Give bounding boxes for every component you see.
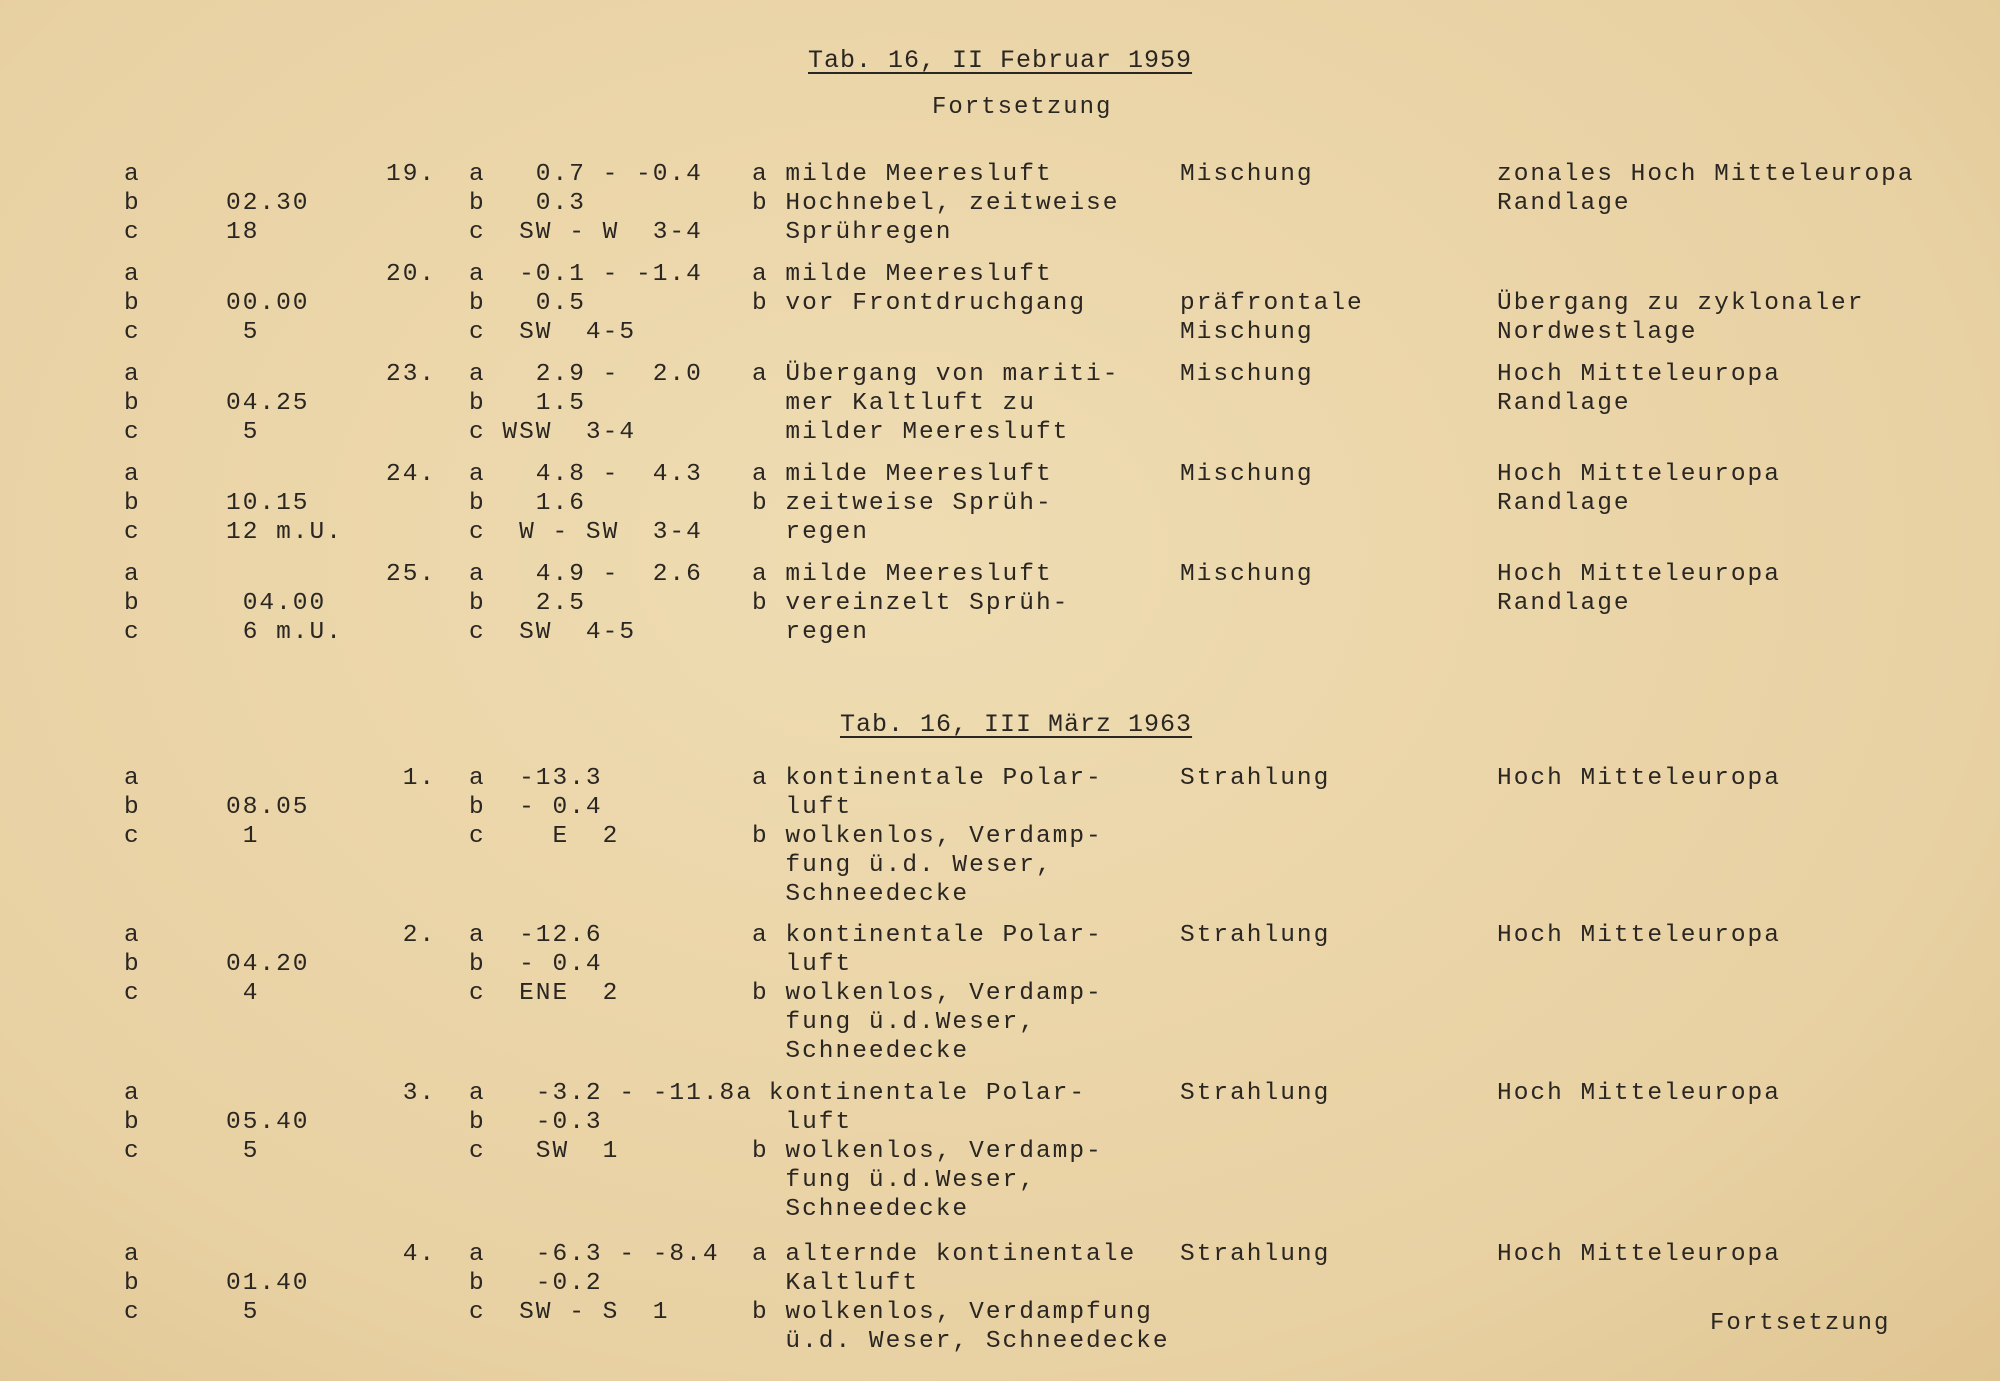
row-description-line: Schneedecke <box>752 881 970 908</box>
row-time-line: 08.05 <box>226 794 310 821</box>
row-day-line: 3. <box>386 1080 437 1107</box>
row-type-line: Mischung <box>1180 561 1314 588</box>
row-time-line: 05.40 <box>226 1109 310 1136</box>
row-keys-line: b <box>124 490 141 517</box>
row-keys-line: c <box>124 419 141 446</box>
row-weather-line: Hoch Mitteleuropa <box>1497 461 1781 488</box>
row-day-line: 19. <box>386 161 437 188</box>
row-day-line: 1. <box>386 765 437 792</box>
row-description-line: ü.d. Weser, Schneedecke <box>752 1328 1170 1355</box>
section-title-mar-1963: Tab. 16, III März 1963 <box>840 710 1193 739</box>
row-params-line: b -0.2 <box>469 1270 603 1297</box>
row-weather-line: Randlage <box>1497 190 1631 217</box>
row-description-line: b zeitweise Sprüh- <box>752 490 1053 517</box>
row-time-line: 00.00 <box>226 290 310 317</box>
row-params-line: c E 2 <box>469 823 620 850</box>
row-params-line: a -6.3 - -8.4 <box>469 1241 720 1268</box>
row-keys-line: b <box>124 390 141 417</box>
row-params-line: a -13.3 <box>469 765 603 792</box>
row-params-line: b 1.5 <box>469 390 586 417</box>
row-description-line: a Übergang von mariti- <box>752 361 1120 388</box>
row-keys-line: b <box>124 590 141 617</box>
row-type-line: präfrontale <box>1180 290 1364 317</box>
row-type-line: Strahlung <box>1180 765 1331 792</box>
row-description-line: b wolkenlos, Verdamp- <box>752 1138 1103 1165</box>
row-description-line: b vor Frontdruchgang <box>752 290 1087 317</box>
row-description-line: fung ü.d. Weser, <box>752 852 1053 879</box>
row-type-line: Mischung <box>1180 361 1314 388</box>
row-weather-line: zonales Hoch Mitteleuropa <box>1497 161 1915 188</box>
row-description-line: fung ü.d.Weser, <box>752 1167 1036 1194</box>
row-description-line: luft <box>752 794 853 821</box>
row-params-line: a -0.1 - -1.4 <box>469 261 703 288</box>
row-description-line: a milde Meeresluft <box>752 161 1053 188</box>
row-params-line: b -0.3 <box>469 1109 603 1136</box>
row-description-line: a kontinentale Polar- <box>752 922 1103 949</box>
row-time-line: 4 <box>226 980 260 1007</box>
row-weather-line: Übergang zu zyklonaler <box>1497 290 1865 317</box>
row-keys-line: c <box>124 319 141 346</box>
section-subtitle-fortsetzung: Fortsetzung <box>932 94 1113 121</box>
row-params-line: c WSW 3-4 <box>469 419 637 446</box>
row-params-line: b - 0.4 <box>469 794 603 821</box>
row-keys-line: c <box>124 519 141 546</box>
row-time-line: 02.30 <box>226 190 310 217</box>
row-time-line: 18 <box>226 219 260 246</box>
row-type-line: Mischung <box>1180 161 1314 188</box>
row-weather-line: Hoch Mitteleuropa <box>1497 922 1781 949</box>
row-keys-line: c <box>124 1138 141 1165</box>
row-weather-line: Nordwestlage <box>1497 319 1698 346</box>
row-description-line: milder Meeresluft <box>752 419 1070 446</box>
row-time-line: 1 <box>226 823 260 850</box>
row-keys-line: a <box>124 361 141 388</box>
row-description-line: Schneedecke <box>752 1196 970 1223</box>
row-params-line: a 0.7 - -0.4 <box>469 161 703 188</box>
row-time-line: 6 m.U. <box>226 619 343 646</box>
row-keys-line: b <box>124 1109 141 1136</box>
row-time-line: 5 <box>226 319 260 346</box>
row-day-line: 23. <box>386 361 437 388</box>
row-keys-line: a <box>124 261 141 288</box>
row-time-line: 12 m.U. <box>226 519 343 546</box>
row-params-line: c SW 4-5 <box>469 319 637 346</box>
row-description-line: b wolkenlos, Verdamp- <box>752 823 1103 850</box>
row-description-line: Schneedecke <box>752 1038 970 1065</box>
row-description-line: regen <box>752 519 869 546</box>
row-time-line: 01.40 <box>226 1270 310 1297</box>
row-params-line: a -3.2 - -11.8a <box>469 1080 753 1107</box>
row-weather-line: Randlage <box>1497 590 1631 617</box>
row-type-line: Mischung <box>1180 319 1314 346</box>
row-description-line: Sprühregen <box>752 219 953 246</box>
row-keys-line: c <box>124 823 141 850</box>
row-keys-line: a <box>124 765 141 792</box>
row-keys-line: b <box>124 190 141 217</box>
row-description-line: b wolkenlos, Verdampfung <box>752 1299 1153 1326</box>
row-time-line: 04.20 <box>226 951 310 978</box>
row-params-line: c ENE 2 <box>469 980 620 1007</box>
row-time-line: 04.25 <box>226 390 310 417</box>
row-description-line: a milde Meeresluft <box>752 461 1053 488</box>
row-type-line: Mischung <box>1180 461 1314 488</box>
row-time-line: 5 <box>226 419 260 446</box>
row-time-line: 10.15 <box>226 490 310 517</box>
row-params-line: c SW 4-5 <box>469 619 637 646</box>
row-weather-line: Hoch Mitteleuropa <box>1497 561 1781 588</box>
row-day-line: 4. <box>386 1241 437 1268</box>
row-keys-line: a <box>124 161 141 188</box>
row-type-line: Strahlung <box>1180 922 1331 949</box>
row-keys-line: c <box>124 219 141 246</box>
row-keys-line: c <box>124 980 141 1007</box>
row-keys-line: a <box>124 922 141 949</box>
row-keys-line: b <box>124 794 141 821</box>
row-description-line: fung ü.d.Weser, <box>752 1009 1036 1036</box>
row-keys-line: a <box>124 461 141 488</box>
row-day-line: 24. <box>386 461 437 488</box>
row-params-line: b 0.3 <box>469 190 586 217</box>
row-time-line: 04.00 <box>226 590 327 617</box>
row-description-line: regen <box>752 619 869 646</box>
row-time-line: 5 <box>226 1299 260 1326</box>
row-params-line: c W - SW 3-4 <box>469 519 703 546</box>
row-params-line: b 1.6 <box>469 490 586 517</box>
row-description-line: a kontinentale Polar- <box>752 765 1103 792</box>
row-params-line: b 2.5 <box>469 590 586 617</box>
row-keys-line: c <box>124 619 141 646</box>
row-day-line: 20. <box>386 261 437 288</box>
row-params-line: b - 0.4 <box>469 951 603 978</box>
section-title-feb-1959: Tab. 16, II Februar 1959 <box>808 46 1193 75</box>
row-params-line: c SW 1 <box>469 1138 620 1165</box>
row-weather-line: Hoch Mitteleuropa <box>1497 1241 1781 1268</box>
row-description-line: a milde Meeresluft <box>752 261 1053 288</box>
row-params-line: a -12.6 <box>469 922 603 949</box>
row-weather-line: Randlage <box>1497 490 1631 517</box>
row-weather-line: Randlage <box>1497 390 1631 417</box>
row-description-line: a milde Meeresluft <box>752 561 1053 588</box>
row-keys-line: b <box>124 1270 141 1297</box>
footer-fortsetzung: Fortsetzung <box>1710 1310 1891 1337</box>
row-day-line: 2. <box>386 922 437 949</box>
row-type-line: Strahlung <box>1180 1080 1331 1107</box>
row-keys-line: b <box>124 290 141 317</box>
row-time-line: 5 <box>226 1138 260 1165</box>
row-description-line: a alternde kontinentale <box>752 1241 1137 1268</box>
row-keys-line: a <box>124 1080 141 1107</box>
row-description-line: kontinentale Polar- <box>752 1080 1087 1107</box>
row-params-line: b 0.5 <box>469 290 586 317</box>
row-day-line: 25. <box>386 561 437 588</box>
row-description-line: Kaltluft <box>752 1270 920 1297</box>
row-keys-line: a <box>124 1241 141 1268</box>
row-description-line: luft <box>752 1109 853 1136</box>
row-description-line: b wolkenlos, Verdamp- <box>752 980 1103 1007</box>
row-keys-line: c <box>124 1299 141 1326</box>
row-weather-line: Hoch Mitteleuropa <box>1497 1080 1781 1107</box>
row-description-line: b Hochnebel, zeitweise <box>752 190 1120 217</box>
row-weather-line: Hoch Mitteleuropa <box>1497 361 1781 388</box>
row-type-line: Strahlung <box>1180 1241 1331 1268</box>
row-params-line: c SW - S 1 <box>469 1299 670 1326</box>
row-params-line: a 2.9 - 2.0 <box>469 361 703 388</box>
row-weather-line: Hoch Mitteleuropa <box>1497 765 1781 792</box>
row-params-line: a 4.9 - 2.6 <box>469 561 703 588</box>
row-description-line: mer Kaltluft zu <box>752 390 1036 417</box>
row-params-line: a 4.8 - 4.3 <box>469 461 703 488</box>
row-keys-line: a <box>124 561 141 588</box>
row-description-line: luft <box>752 951 853 978</box>
row-params-line: c SW - W 3-4 <box>469 219 703 246</box>
row-description-line: b vereinzelt Sprüh- <box>752 590 1070 617</box>
row-keys-line: b <box>124 951 141 978</box>
